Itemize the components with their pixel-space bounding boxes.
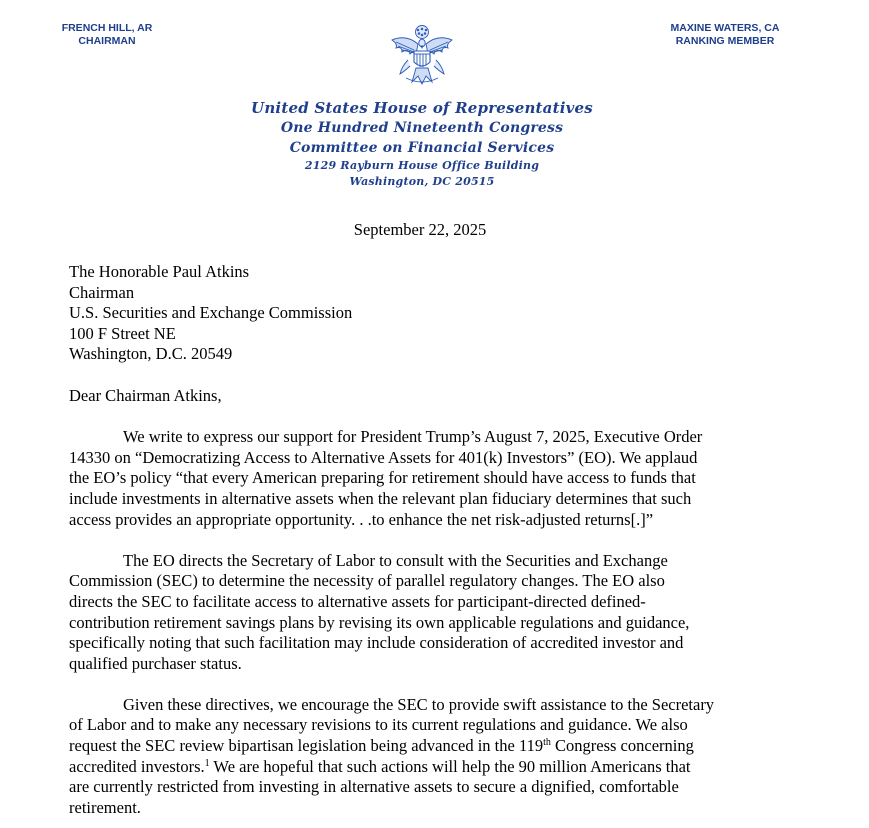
paragraph-line: access provides an appropriate opportunity. . .to enhance the net risk-adjusted returns[.]” (69, 509, 654, 529)
paragraph-3 (69, 695, 784, 819)
paragraph-line: include investments in alternative assets when the relevant plan fiduciary determines that such (69, 488, 692, 508)
paragraph-text: We are hopeful that such actions will help the 90 million Americans that (209, 756, 691, 776)
recipient-address (69, 262, 784, 365)
paragraph-text: Congress concerning (550, 736, 694, 756)
address-line: 100 F Street NE (69, 323, 176, 343)
paragraph-line (69, 757, 784, 778)
paragraph-line: of Labor and to make any necessary revisions to its current regulations and guidance. We also (69, 715, 688, 735)
letter-date: September 22, 2025 (353, 220, 487, 239)
paragraph-line: Commission (SEC) to determine the necessity of parallel regulatory changes. The EO also (69, 571, 665, 591)
paragraph-line: specifically noting that such facilitation may include consideration of accredited investor and (69, 633, 684, 653)
ordinal-superscript: th (543, 737, 551, 749)
paragraph-line: 14330 on “Democratizing Access to Alternative Assets for 401(k) Investors” (EO). We applaud (69, 447, 698, 467)
chairman-name: FRENCH HILL, AR (61, 22, 153, 34)
paragraph-line: contribution retirement savings plans by revising its own applicable regulations and guidance, (69, 612, 690, 632)
address-line: U.S. Securities and Exchange Commission (69, 303, 353, 323)
paragraph-line: Given these directives, we encourage the SEC to provide swift assistance to the Secretary (123, 694, 715, 714)
committee-letterhead (220, 98, 624, 190)
letterhead-city: Washington, DC 20515 (349, 175, 495, 188)
paragraph-line: The EO directs the Secretary of Labor to consult with the Securities and Exchange (123, 550, 668, 570)
paragraph-text: request the SEC review bipartisan legislation being advanced in the 119 (69, 736, 544, 756)
paragraph-text: accredited investors. (69, 756, 205, 776)
letterhead-congress: One Hundred Nineteenth Congress (280, 120, 564, 136)
ranking-member-name: MAXINE WATERS, CA (670, 22, 780, 34)
paragraph-2 (69, 551, 784, 675)
address-line: Washington, D.C. 20549 (69, 344, 233, 364)
ranking-member-block (660, 22, 790, 48)
address-line: Chairman (69, 282, 135, 302)
chairman-block (58, 22, 156, 48)
paragraph-line: the EO’s policy “that every American preparing for retirement should have access to funds that (69, 468, 696, 488)
paragraph-1 (69, 427, 784, 530)
paragraph-line: retirement. (69, 797, 141, 817)
paragraph-line: directs the SEC to facilitate access to alternative assets for participant-directed defined- (69, 591, 646, 611)
letterhead-committee: Committee on Financial Services (289, 140, 555, 156)
address-line: The Honorable Paul Atkins (69, 262, 250, 281)
chairman-title: CHAIRMAN (78, 35, 136, 47)
footnote-marker: 1 (204, 757, 210, 769)
ranking-member-title: RANKING MEMBER (675, 35, 775, 47)
paragraph-line: are currently restricted from investing in alternative assets to secure a dignified, comfortable (69, 777, 679, 797)
letterhead-building: 2129 Rayburn House Office Building (304, 159, 540, 172)
paragraph-line: qualified purchaser status. (69, 653, 242, 673)
paragraph-line (69, 736, 784, 757)
letterhead-house: United States House of Representatives (251, 99, 593, 117)
letter-body (69, 262, 784, 818)
paragraph-line: We write to express our support for President Trump’s August 7, 2025, Executive Order (123, 427, 703, 447)
house-seal-eagle-icon (388, 24, 456, 88)
salutation: Dear Chairman Atkins, (69, 385, 222, 405)
